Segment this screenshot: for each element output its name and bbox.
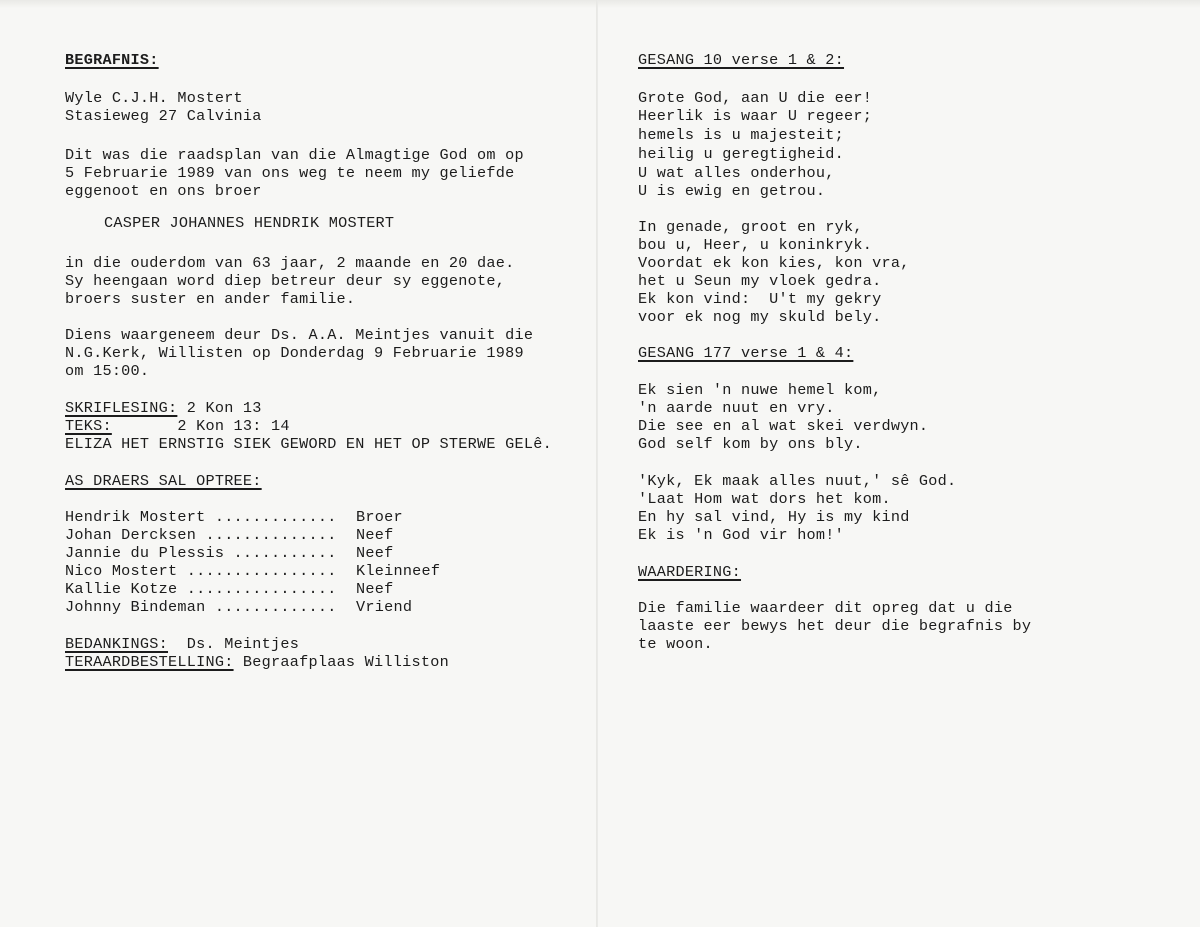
hymn-line: het u Seun my vloek gedra.: [638, 272, 882, 290]
bearer-name: Kallie Kotze ................: [65, 580, 337, 598]
bearer-name: Jannie du Plessis ...........: [65, 544, 337, 562]
gesang-10-heading: GESANG 10 verse 1 & 2:: [638, 51, 845, 69]
gesang-177-heading: GESANG 177 verse 1 & 4:: [638, 344, 854, 362]
hymn-line: heilig u geregtigheid.: [638, 145, 845, 163]
intro-line-3: eggenoot en ons broer: [65, 182, 262, 200]
bearer-row: [65, 562, 440, 581]
waardering-line-3: te woon.: [638, 635, 713, 653]
skriflesing-value: 2 Kon 13: [177, 399, 262, 417]
hymn-line: Ek kon vind: U't my gekry: [638, 290, 882, 308]
top-edge-shadow: [0, 0, 1200, 8]
age-line-2: Sy heengaan word diep betreur deur sy eggenote,: [65, 272, 506, 290]
address-line-2: Stasieweg 27 Calvinia: [65, 107, 262, 125]
bedankings-label: BEDANKINGS:: [65, 635, 169, 653]
teraardbestelling-row: [65, 653, 449, 672]
service-line-3: om 15:00.: [65, 362, 150, 380]
waardering-heading: WAARDERING:: [638, 563, 742, 581]
bearer-name: Johan Dercksen ..............: [65, 526, 337, 544]
hymn-line: 'Kyk, Ek maak alles nuut,' sê God.: [638, 472, 957, 490]
hymn-line: Die see en al wat skei verdwyn.: [638, 417, 929, 435]
age-line-1: in die ouderdom van 63 jaar, 2 maande en 20 dae.: [65, 254, 515, 272]
bearer-row: [65, 526, 393, 545]
skriflesing-row: [65, 399, 262, 418]
bearer-relation: Neef: [356, 526, 394, 544]
teks-label: TEKS:: [65, 417, 112, 435]
hymn-line: 'n aarde nuut en vry.: [638, 399, 835, 417]
hymn-line: 'Laat Hom wat dors het kom.: [638, 490, 891, 508]
service-line-2: N.G.Kerk, Willisten op Donderdag 9 Februarie 1989: [65, 344, 524, 362]
hymn-line: En hy sal vind, Hy is my kind: [638, 508, 910, 526]
bearer-row: [65, 508, 403, 527]
hymn-line: U wat alles onderhou,: [638, 164, 835, 182]
intro-line-2: 5 Februarie 1989 van ons weg te neem my geliefde: [65, 164, 515, 182]
bearer-row: [65, 598, 412, 617]
hymn-line: bou u, Heer, u koninkryk.: [638, 236, 873, 254]
hymn-line: Ek sien 'n nuwe hemel kom,: [638, 381, 882, 399]
address-line-1: Wyle C.J.H. Mostert: [65, 89, 243, 107]
bearer-name: Johnny Bindeman .............: [65, 598, 337, 616]
bearer-relation: Neef: [356, 544, 394, 562]
teks-value: 2 Kon 13: 14: [111, 417, 290, 435]
waardering-line-2: laaste eer bewys het deur die begrafnis by: [638, 617, 1032, 635]
teraardbestelling-label: TERAARDBESTELLING:: [65, 653, 234, 671]
bearer-name: Nico Mostert ................: [65, 562, 337, 580]
hymn-line: God self kom by ons bly.: [638, 435, 863, 453]
bearer-relation: Vriend: [356, 598, 413, 616]
bearer-row: [65, 544, 393, 563]
bearer-row: [65, 580, 393, 599]
teks-row: [65, 417, 290, 436]
hymn-line: In genade, groot en ryk,: [638, 218, 863, 236]
bedankings-row: [65, 635, 299, 654]
hymn-line: Ek is 'n God vir hom!': [638, 526, 845, 544]
waardering-line-1: Die familie waardeer dit opreg dat u die: [638, 599, 1013, 617]
deceased-name: CASPER JOHANNES HENDRIK MOSTERT: [104, 214, 395, 232]
bearer-relation: Broer: [356, 508, 403, 526]
bedankings-value: Ds. Meintjes: [168, 635, 300, 653]
hymn-line: U is ewig en getrou.: [638, 182, 826, 200]
bearer-relation: Kleinneef: [356, 562, 441, 580]
bearers-heading: AS DRAERS SAL OPTREE:: [65, 472, 262, 490]
intro-line-1: Dit was die raadsplan van die Almagtige God om op: [65, 146, 524, 164]
bearer-relation: Neef: [356, 580, 394, 598]
skriflesing-label: SKRIFLESING:: [65, 399, 178, 417]
age-line-3: broers suster en ander familie.: [65, 290, 356, 308]
hymn-line: hemels is u majesteit;: [638, 126, 845, 144]
teks-caption: ELIZA HET ERNSTIG SIEK GEWORD EN HET OP STERWE GELê.: [65, 435, 552, 453]
teraardbestelling-value: Begraafplaas Williston: [233, 653, 449, 671]
hymn-line: Voordat ek kon kies, kon vra,: [638, 254, 910, 272]
hymn-line: Heerlik is waar U regeer;: [638, 107, 873, 125]
center-fold: [596, 0, 598, 927]
service-line-1: Diens waargeneem deur Ds. A.A. Meintjes vanuit die: [65, 326, 534, 344]
hymn-line: voor ek nog my skuld bely.: [638, 308, 882, 326]
bearer-name: Hendrik Mostert .............: [65, 508, 337, 526]
hymn-line: Grote God, aan U die eer!: [638, 89, 873, 107]
begrafnis-heading: BEGRAFNIS:: [65, 51, 159, 69]
